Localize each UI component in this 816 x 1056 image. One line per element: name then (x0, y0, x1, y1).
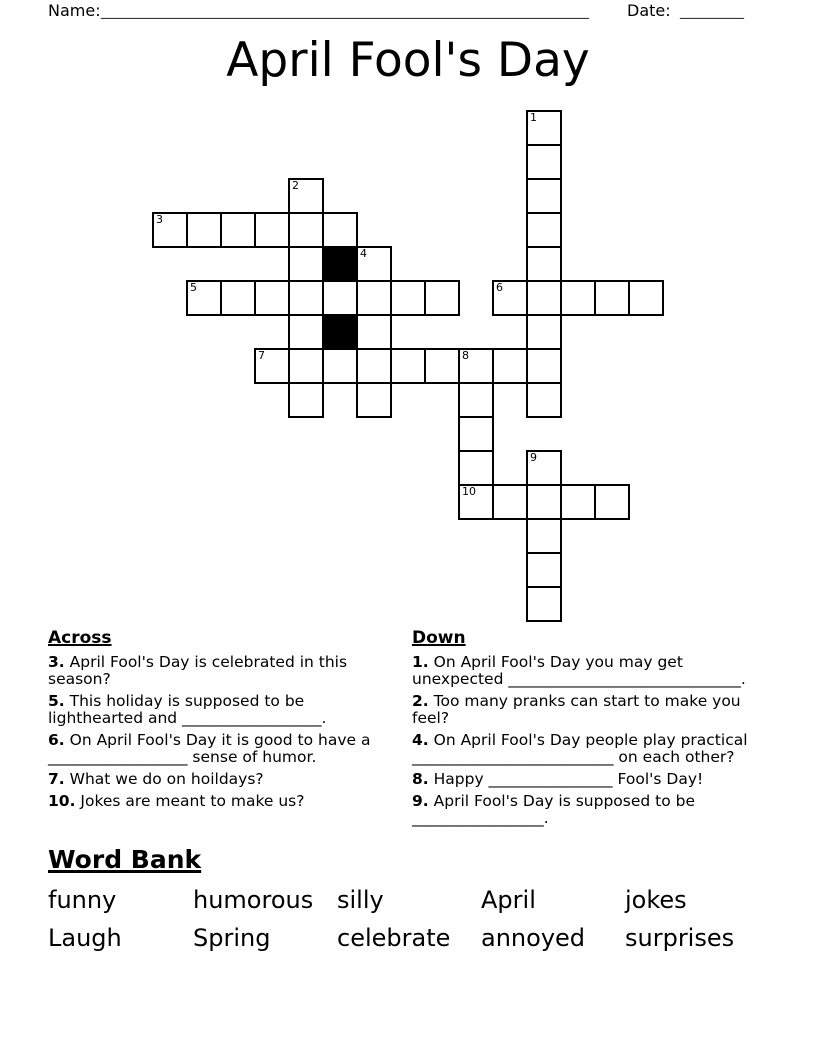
crossword-grid (152, 110, 664, 622)
clue-text: This holiday is supposed to be lighthearted and __________________. (48, 692, 327, 727)
cell-number: 6 (496, 281, 503, 294)
clue-text: On April Fool's Day people play practical __________________________ on each other? (412, 731, 748, 766)
grid-cell[interactable] (526, 518, 562, 554)
cell-number: 1 (530, 111, 537, 124)
word-bank-word: surprises (625, 924, 735, 952)
word-bank-heading: Word Bank (48, 845, 202, 874)
clue-number: 9. (412, 792, 429, 810)
grid-cell[interactable] (288, 178, 324, 214)
grid-cell[interactable] (526, 382, 562, 418)
grid-cell[interactable] (356, 246, 392, 282)
cell-number: 5 (190, 281, 197, 294)
grid-cell[interactable] (526, 348, 562, 384)
grid-cell[interactable] (594, 484, 630, 520)
grid-cell[interactable] (288, 348, 324, 384)
cell-number: 10 (462, 485, 476, 498)
page-title: April Fool's Day (226, 33, 590, 88)
grid-cell[interactable] (526, 314, 562, 350)
down-clues-section (412, 628, 770, 832)
clue-number: 4. (412, 731, 429, 749)
clue-down-9 (412, 793, 770, 827)
grid-cell[interactable] (390, 348, 426, 384)
name-blank-line[interactable]: _____________________________________________________________ (101, 0, 589, 19)
grid-cell[interactable] (356, 280, 392, 316)
grid-cell[interactable] (254, 212, 290, 248)
clue-text: On April Fool's Day it is good to have a __________________ sense of humor. (48, 731, 371, 766)
grid-cell[interactable] (390, 280, 426, 316)
word-bank-word: celebrate (337, 924, 451, 952)
grid-cell[interactable] (220, 280, 256, 316)
clue-number: 7. (48, 770, 65, 788)
grid-cell[interactable] (186, 280, 222, 316)
grid-cell[interactable] (424, 348, 460, 384)
cell-number: 2 (292, 179, 299, 192)
grid-cell[interactable] (458, 348, 494, 384)
clue-text: Too many pranks can start to make you feel? (412, 692, 741, 727)
grid-cell[interactable] (288, 280, 324, 316)
word-bank-list (48, 885, 778, 953)
word-bank-word: silly (337, 886, 384, 914)
cell-number: 4 (360, 247, 367, 260)
grid-cell[interactable] (526, 212, 562, 248)
grid-cell[interactable] (322, 212, 358, 248)
clue-across-7 (48, 771, 386, 788)
grid-cell[interactable] (458, 484, 494, 520)
grid-cell[interactable] (526, 484, 562, 520)
grid-cell[interactable] (254, 348, 290, 384)
grid-cell[interactable] (322, 348, 358, 384)
grid-cell[interactable] (526, 110, 562, 146)
clue-number: 8. (412, 770, 429, 788)
word-bank-section (48, 845, 778, 953)
down-heading: Down (412, 628, 466, 648)
word-bank-word: funny (48, 886, 117, 914)
clue-down-1 (412, 654, 770, 688)
word-bank-word: April (481, 886, 536, 914)
grid-cell[interactable] (526, 552, 562, 588)
grid-cell[interactable] (356, 314, 392, 350)
cell-number: 8 (462, 349, 469, 362)
grid-cell[interactable] (526, 144, 562, 180)
clue-number: 10. (48, 792, 76, 810)
grid-cell[interactable] (424, 280, 460, 316)
grid-cell[interactable] (458, 450, 494, 486)
grid-cell[interactable] (458, 416, 494, 452)
word-bank-word: Laugh (48, 924, 122, 952)
grid-cell[interactable] (288, 382, 324, 418)
clue-number: 1. (412, 653, 429, 671)
grid-cell[interactable] (254, 280, 290, 316)
clue-text: What we do on hoildays? (69, 770, 264, 788)
clue-text: April Fool's Day is celebrated in this season? (48, 653, 348, 688)
word-bank-word: jokes (625, 886, 687, 914)
word-bank-word: annoyed (481, 924, 586, 952)
clue-number: 2. (412, 692, 429, 710)
date-label: Date: (627, 1, 671, 20)
grid-cell[interactable] (152, 212, 188, 248)
grid-cell[interactable] (628, 280, 664, 316)
clue-number: 5. (48, 692, 65, 710)
across-clues-section (48, 628, 386, 815)
grid-cell[interactable] (288, 212, 324, 248)
clue-text: Jokes are meant to make us? (80, 792, 305, 810)
clue-text: April Fool's Day is supposed to be _________________. (412, 792, 696, 827)
grid-cell[interactable] (288, 246, 324, 282)
grid-cell[interactable] (356, 348, 392, 384)
grid-cell[interactable] (492, 484, 528, 520)
grid-cell[interactable] (492, 280, 528, 316)
across-heading: Across (48, 628, 112, 648)
word-bank-word: Spring (193, 924, 271, 952)
cell-number: 7 (258, 349, 265, 362)
grid-cell[interactable] (560, 484, 596, 520)
grid-cell[interactable] (458, 382, 494, 418)
grid-cell[interactable] (526, 450, 562, 486)
grid-cell[interactable] (526, 280, 562, 316)
grid-cell[interactable] (220, 212, 256, 248)
clue-across-10 (48, 793, 386, 810)
grid-cell[interactable] (526, 586, 562, 622)
grid-cell[interactable] (186, 212, 222, 248)
grid-cell[interactable] (288, 314, 324, 350)
clue-across-5 (48, 693, 386, 727)
date-blank-line[interactable]: ________ (680, 0, 744, 19)
clue-down-8 (412, 771, 770, 788)
clue-down-2 (412, 693, 770, 727)
grid-cell-black (322, 314, 358, 350)
clue-number: 6. (48, 731, 65, 749)
clue-across-3 (48, 654, 386, 688)
grid-cell-black (322, 246, 358, 282)
clue-down-4 (412, 732, 770, 766)
clue-text: On April Fool's Day you may get unexpected ______________________________. (412, 653, 746, 688)
grid-cell[interactable] (526, 178, 562, 214)
word-bank-word: humorous (193, 886, 314, 914)
clue-text: Happy ________________ Fool's Day! (433, 770, 704, 788)
cell-number: 9 (530, 451, 537, 464)
grid-cell[interactable] (322, 280, 358, 316)
name-label: Name: (48, 1, 101, 20)
grid-cell[interactable] (560, 280, 596, 316)
grid-cell[interactable] (526, 246, 562, 282)
grid-cell[interactable] (356, 382, 392, 418)
grid-cell[interactable] (594, 280, 630, 316)
clue-across-6 (48, 732, 386, 766)
grid-cell[interactable] (492, 348, 528, 384)
cell-number: 3 (156, 213, 163, 226)
clue-number: 3. (48, 653, 65, 671)
